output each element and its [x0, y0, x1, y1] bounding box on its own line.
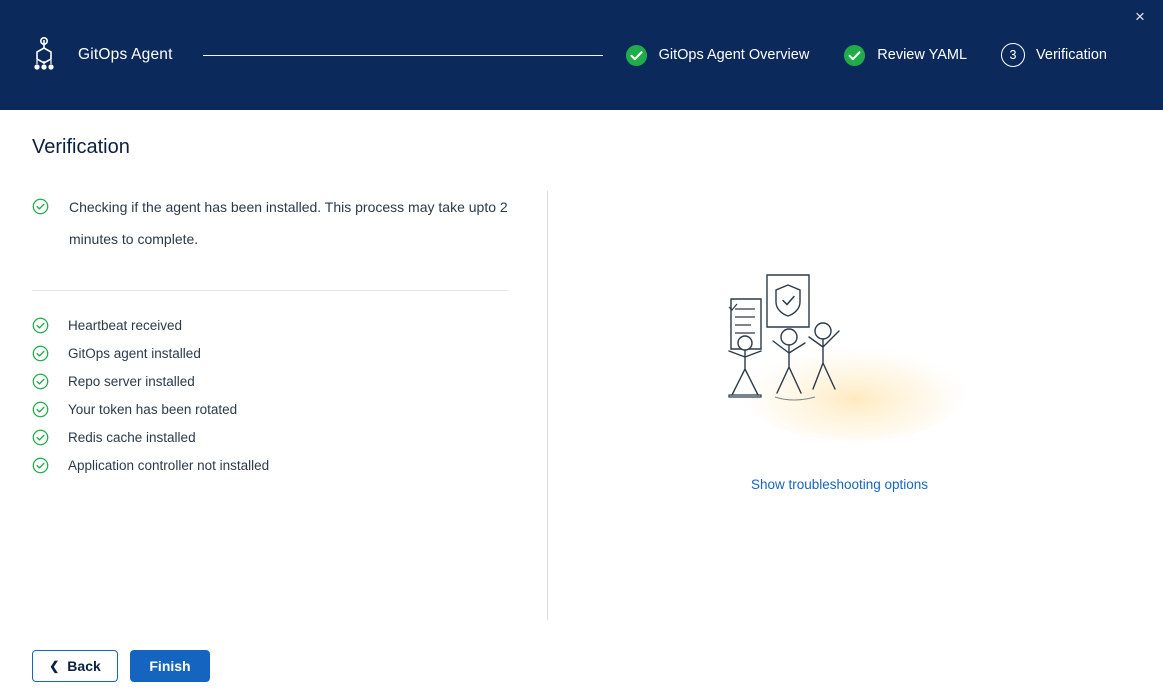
check-circle-icon — [32, 401, 49, 418]
check-item — [32, 317, 539, 334]
check-item — [32, 429, 539, 446]
step-connector-line — [203, 55, 603, 56]
illustration-panel — [548, 191, 1131, 631]
divider — [32, 290, 508, 291]
step-label: Review YAML — [877, 47, 968, 63]
finish-button-label: Finish — [149, 658, 191, 674]
status-text: Checking if the agent has been installed. This process may take upto 2 minutes to complete. — [69, 199, 508, 247]
wizard-footer — [32, 650, 210, 682]
brand — [24, 35, 173, 75]
people-with-shield-illustration — [705, 269, 975, 459]
check-list — [32, 317, 539, 474]
step-gitops-agent-overview[interactable] — [625, 44, 810, 67]
brand-title: GitOps Agent — [78, 46, 173, 63]
check-item-label: GitOps agent installed — [68, 346, 201, 361]
page-title: Verification — [32, 136, 130, 158]
finish-button[interactable] — [130, 650, 210, 682]
check-item — [32, 401, 539, 418]
check-circle-icon — [32, 345, 49, 362]
check-item — [32, 373, 539, 390]
close-icon[interactable]: × — [1135, 7, 1145, 26]
verification-panel — [32, 191, 547, 631]
status-message — [32, 191, 539, 255]
step-verification[interactable] — [1001, 43, 1107, 67]
step-label: Verification — [1036, 47, 1107, 63]
wizard-body — [0, 136, 1163, 631]
check-circle-icon — [32, 198, 49, 215]
gitops-agent-logo-icon — [24, 35, 64, 75]
back-button[interactable] — [32, 650, 118, 682]
check-item — [32, 345, 539, 362]
check-item-label: Redis cache installed — [68, 430, 196, 445]
chevron-left-icon: ❮ — [49, 659, 60, 673]
step-label: GitOps Agent Overview — [658, 47, 810, 63]
check-circle-icon — [32, 317, 49, 334]
check-item-label: Heartbeat received — [68, 318, 183, 333]
step-review-yaml[interactable] — [843, 44, 967, 67]
wizard-header — [0, 0, 1163, 110]
back-button-label: Back — [67, 658, 101, 674]
check-circle-icon — [32, 429, 49, 446]
check-circle-icon — [843, 44, 866, 67]
check-item-label: Application controller not installed — [68, 458, 270, 473]
show-troubleshooting-options-link[interactable]: Show troubleshooting options — [750, 477, 929, 492]
check-item — [32, 457, 539, 474]
check-circle-icon — [32, 457, 49, 474]
check-item-label: Your token has been rotated — [68, 402, 238, 417]
check-circle-icon — [625, 44, 648, 67]
content-columns — [32, 191, 1131, 631]
step-number-badge: 3 — [1001, 43, 1025, 67]
check-item-label: Repo server installed — [68, 374, 195, 389]
step-indicator — [625, 43, 1107, 67]
check-circle-icon — [32, 373, 49, 390]
